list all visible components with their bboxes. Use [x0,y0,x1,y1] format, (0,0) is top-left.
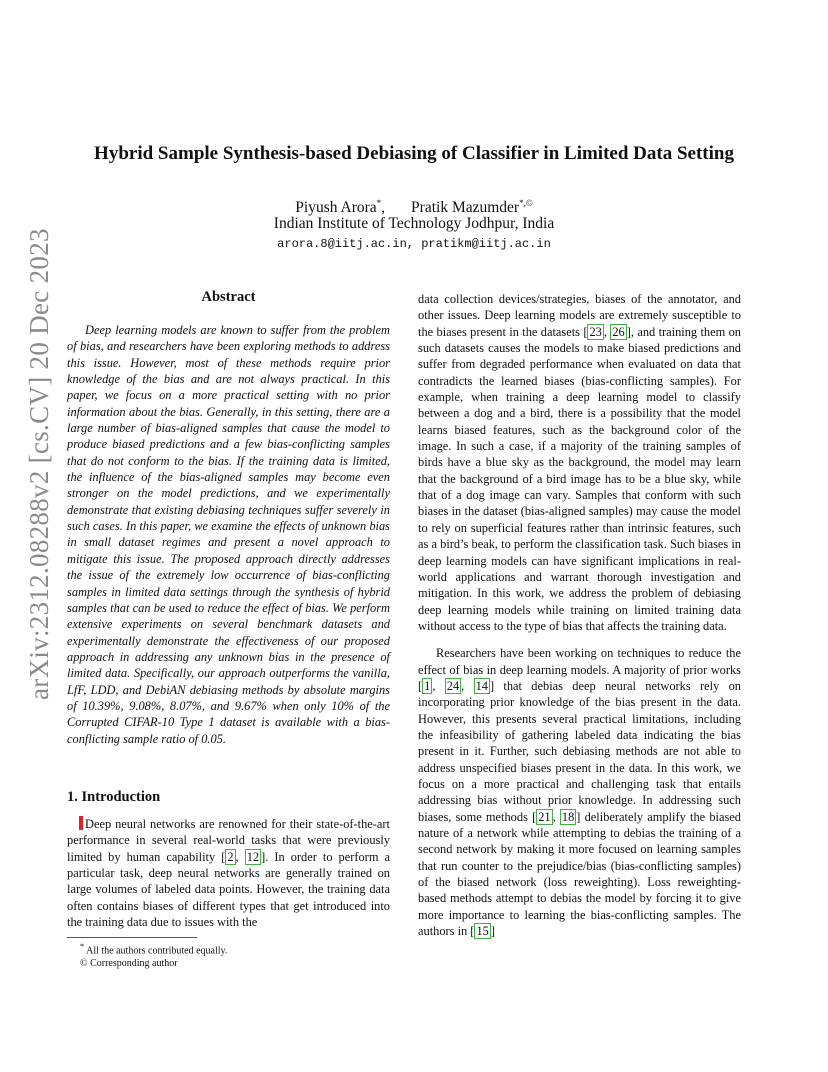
author-name: Pratik Mazumder [411,199,520,217]
citation-link[interactable]: 1 [424,678,431,693]
citation-link[interactable]: 23 [589,324,602,339]
author-emails: arora.8@iitj.ac.in, pratikm@iitj.ac.in [277,237,551,251]
author-mark: *,© [519,198,533,208]
text-cursor-marker [79,816,83,830]
introduction-right-column [418,291,741,939]
abstract-column [67,322,390,747]
citation-link[interactable]: 14 [475,678,488,693]
abstract-text: Deep learning models are known to suffer from the problem of bias, and researchers have been exploring methods to address this issue. However, most of these methods require prior knowledge of the bias and are not always practical. In this paper, we focus on a more practical setting with no prior information about the bias. Generally, in this setting, there are a large number of bias-aligned samples that cause the model to produce biased predictions and a few bias-conflicting samples that do not conform to the bias. If the training data is limited, the influence of the bias-aligned samples may become even stronger on the model predictions, and we experimentally demonstrate that existing debiasing techniques suffer severely in such cases. In this paper, we examine the effects of unknown bias in small dataset regimes and present a novel approach to mitigate this issue. The proposed approach directly addresses the issue of the extremely low occurrence of bias-conflicting samples in limited data settings through the synthesis of hybrid samples that can be used to reduce the effect of bias. We perform extensive experiments on several benchmark datasets and experimentally demonstrate the effectiveness of our proposed approach in addressing any unknown bias in the presence of limited data. Specifically, our approach outperforms the vanilla, LfF, LDD, and DebiAN debiasing methods by absolute margins of 10.39%, 9.08%, 8.07%, and 9.67% when only 10% of the Corrupted CIFAR-10 Type 1 dataset is available with a bias-conflicting sample ratio of 0.05. [67,323,390,746]
affiliation: Indian Institute of Technology Jodhpur, India [273,215,555,232]
body-paragraph: Researchers have been working on techniques to reduce the effect of bias in deep learning models. A majority of prior works [ 1 , 24 , 14 ] that debias deep neural networks rely on incorporating prior knowledge of the bias present in the data. However, this presents several practical limitations, including the infeasibility of gathering labeled data indicating the bias present in it. Further, such debiasing methods are not able to address unspecified biases present in the data. In this work, we focus on a more practical and challenging task that entails addressing bias without prior knowledge. In addressing such biases, some methods [ 21 , 18 ] deliberately amplify the biased nature of a network while attempting to debias the training of a second network by making it more focused on learning samples that run counter to the prejudice/bias (bias-conflicting samples) of the biased network (loss reweighting). Loss reweighting-based methods attempt to debias the model by forcing it to give more importance to learning the bias-conflicting samples. The authors in [ 15 ] [418,646,741,939]
author-mark: * [376,198,382,208]
author-name: Piyush Arora [295,199,377,217]
footnote-divider [67,937,197,938]
citation-link[interactable]: 2 [227,849,234,864]
introduction-left-column [67,816,390,930]
section-heading-introduction: 1. Introduction [67,789,161,805]
citation-link[interactable]: 26 [612,324,625,339]
footnotes [80,940,227,970]
citation-link[interactable]: 21 [538,809,551,824]
citation-link[interactable]: 15 [476,924,489,939]
footnote-equal-contribution: * All the authors contributed equally. [80,942,228,957]
body-paragraph: Deep neural networks are renowned for their state-of-the-art performance in several real-world tasks that were previously limited by human capability [ 2 , 12 ]. In order to perform a particular task, deep neural networks are generally trained on large volumes of labeled data points. However, the training data often contains biases of different types that get introduced into the training data due to issues with the [67,817,390,930]
footnote-corresponding-author: © Corresponding author [80,958,178,970]
abstract-heading: Abstract [201,289,256,305]
author-separator: , [381,199,386,217]
citation-link[interactable]: 18 [561,809,575,824]
citation-link[interactable]: 24 [446,678,460,693]
citation-link[interactable]: 12 [246,849,260,864]
body-paragraph: data collection devices/strategies, biases of the annotator, and other issues. Deep learning models are extremely susceptible to the biases present in the datasets [ 23 , 26 ], and training them on such datasets causes the models to make biased predictions and suffer from degraded performance when evaluated on data that contradicts the learned biases (bias-conflicting samples). For example, when training a deep learning model to classify between a dog and a bird, there is a possibility that the model learns biased features, such as the background color of the image. In such a case, if a majority of the training samples of birds have a blue sky as the background, the model may learn that the background of a bird image has to be a blue sky, while that of a dog image can vary. Samples that conform with such biases in the dataset (bias-aligned samples) may cause the model to rely on superficial features rather than intrinsic features, such as a bird’s beak, to perform the classification task. Such biases in deep learning models can have significant implications in real-world applications and warrant thorough investigation and mitigation. In this work, we address the problem of debiasing deep learning models while training on limited training data without access to the type of bias that affects the training data. [418,292,741,633]
arxiv-sidebar-stamp: arXiv:2312.08288v2 [cs.CV] 20 Dec 2023 [24,228,54,700]
paper-title: Hybrid Sample Synthesis-based Debiasing of Classifier in Limited Data Setting [94,143,734,164]
